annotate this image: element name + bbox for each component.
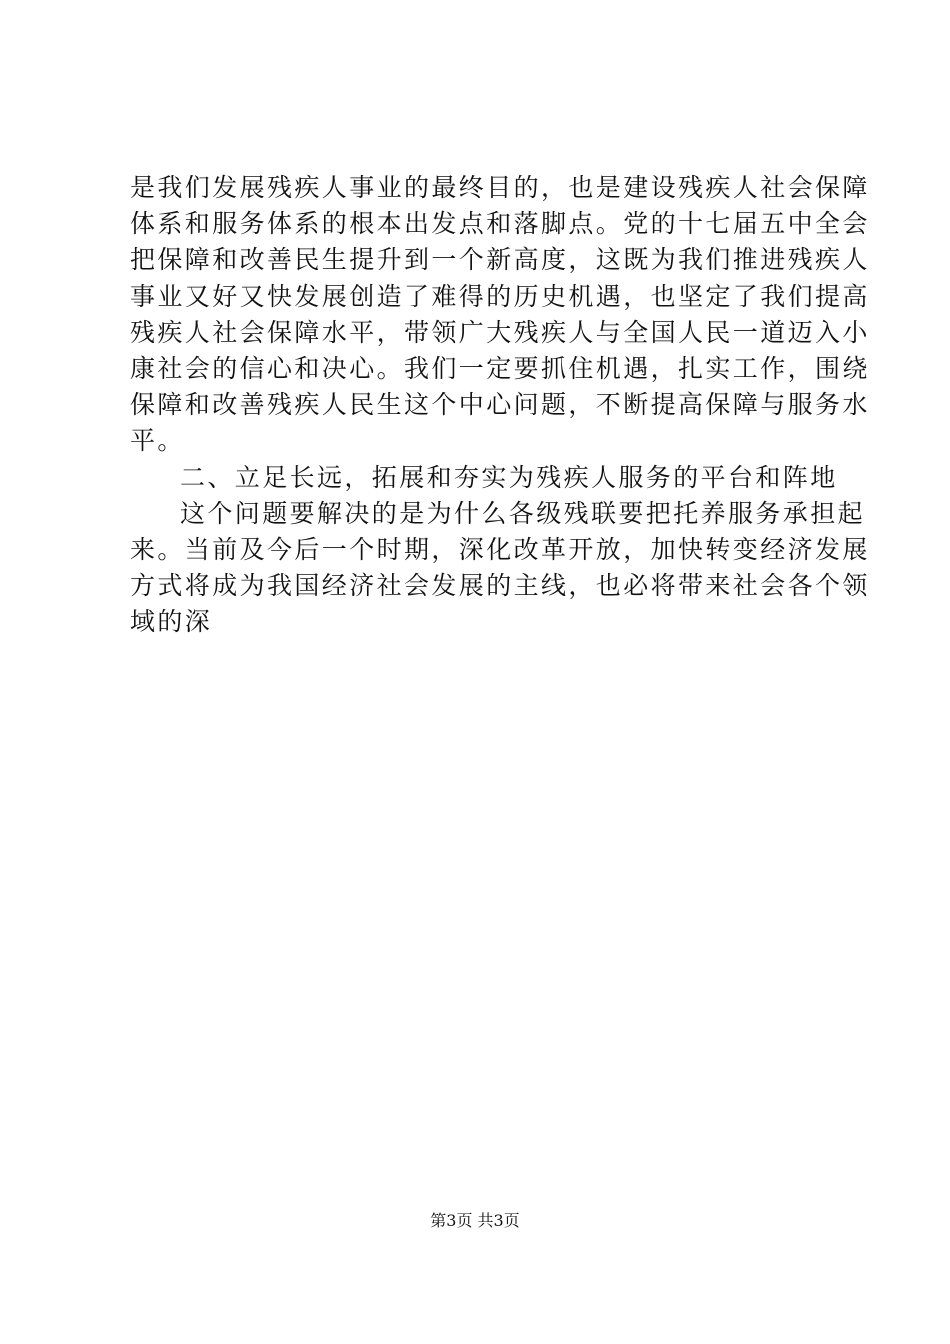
paragraph-line: 体系和服务体系的根本出发点和落脚点。党的十七届五中全会 [130,209,870,239]
paragraph-line: 是我们发展残疾人事业的最终目的，也是建设残疾人社会保障 [130,173,870,202]
paragraph-line: 域的深 [130,607,213,637]
page-footer: 第3页 共3页 [430,1211,520,1230]
paragraph-line: 这个问题要解决的是为什么各级残联要把托养服务承担起 [180,498,866,528]
paragraph-line: 保障和改善残疾人民生这个中心问题，不断提高保障与服务水 [130,390,870,420]
paragraph-line: 平。 [130,426,185,456]
document-body [130,170,870,640]
paragraph-line: 方式将成为我国经济社会发展的主线，也必将带来社会各个领 [130,571,870,601]
paragraph-line: 事业又好又快发展创造了难得的历史机遇，也坚定了我们提高 [130,281,870,311]
paragraph-line: 残疾人社会保障水平，带领广大残疾人与全国人民一道迈入小 [130,317,870,347]
paragraph-line: 把保障和改善民生提升到一个新高度，这既为我们推进残疾人 [130,245,870,275]
section-heading: 二、立足长远，拓展和夯实为残疾人服务的平台和阵地 [180,462,838,492]
paragraph-line: 来。当前及今后一个时期，深化改革开放，加快转变经济发展 [130,534,870,564]
paragraph-line: 康社会的信心和决心。我们一定要抓住机遇，扎实工作，围绕 [130,353,870,383]
